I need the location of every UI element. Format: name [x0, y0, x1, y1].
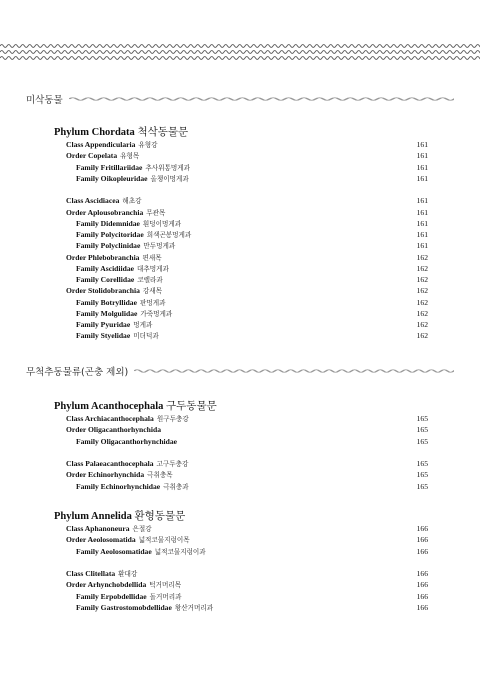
page-number: 161 [416, 230, 428, 239]
taxon-korean-name: 추사위통멍게과 [145, 163, 191, 172]
taxon-korean-name: 환대강 [118, 570, 138, 578]
taxon-korean-name: 무관목 [146, 208, 166, 217]
page-number: 162 [416, 297, 428, 307]
taxon-entry-family [66, 162, 428, 173]
taxon-latin-name: Family Ascidiidae 대추멍게과 [76, 263, 169, 273]
taxon-latin-name: Class Appendicularia 유형강 [66, 140, 158, 149]
taxon-korean-name: 가죽멍게과 [140, 309, 173, 318]
taxon-entry-order [66, 207, 428, 218]
taxon-entry-order [66, 150, 428, 161]
taxon-latin-name: Family Corellidae 코렐라과 [76, 275, 163, 284]
phylum-latin-name: Phylum Chordata [54, 127, 135, 138]
taxon-korean-name: 코렐라과 [137, 276, 163, 284]
taxon-latin-name: Family Molgulidae 가죽멍게과 [76, 308, 173, 318]
page-number: 162 [416, 320, 428, 329]
taxon-korean-name: 유형강 [138, 141, 158, 149]
taxon-latin-name: Family Gastrostomobdellidae 왕산거머리과 [76, 602, 214, 612]
taxon-entry-class [66, 139, 428, 150]
page-number: 161 [416, 140, 428, 149]
page-number: 166 [416, 569, 428, 578]
page-number: 166 [416, 546, 428, 556]
page-number: 165 [416, 414, 428, 423]
taxon-entry-family [66, 319, 428, 330]
page-number: 166 [416, 524, 428, 533]
taxon-korean-name: 흰덩이멍게과 [142, 219, 182, 228]
taxon-korean-name: 원구두충강 [156, 415, 189, 423]
page-number: 162 [416, 331, 428, 341]
taxon-entry-class [66, 458, 428, 469]
page-number: 162 [416, 252, 428, 262]
taxon-korean-name: 희색곤봉멍게과 [146, 231, 192, 239]
taxon-korean-name: 고구두충강 [156, 460, 189, 468]
phylum-latin-name: Phylum Acanthocephala [54, 401, 164, 412]
page-number: 162 [416, 308, 428, 318]
taxon-entry-family [66, 297, 428, 308]
section-title: 미삭동물 [26, 95, 63, 106]
taxon-latin-name: Class Ascidiacea 해초강 [66, 196, 142, 206]
taxon-latin-name: Class Aphanoneura 은절강 [66, 524, 152, 533]
section-wave-divider [69, 95, 454, 103]
taxon-latin-name: Order Echinorhynchida 극취충목 [66, 470, 173, 480]
taxon-korean-name: 유형목 [120, 152, 140, 161]
section-heading [26, 92, 454, 106]
page-number: 161 [416, 218, 428, 228]
page-number: 162 [416, 263, 428, 273]
taxon-entry-family [66, 173, 428, 184]
group-spacer [66, 184, 428, 195]
header-wave-ornament [0, 40, 480, 64]
page-number: 162 [416, 275, 428, 284]
page-number: 162 [416, 286, 428, 296]
page-number: 165 [416, 436, 428, 446]
taxon-latin-name: Family Oligacanthorhynchidae [76, 436, 178, 446]
taxon-entry-class [66, 568, 428, 579]
taxon-latin-name: Order Stolidobranchia 강새목 [66, 286, 163, 296]
taxon-entry-order [66, 469, 428, 480]
taxon-korean-name: 멍게과 [133, 321, 153, 329]
taxon-entry-order [66, 424, 428, 435]
taxon-entry-family [66, 240, 428, 251]
group-spacer [66, 447, 428, 458]
taxon-korean-name: 돌거머리과 [149, 592, 182, 601]
taxon-latin-name: Family Polycitoridae 희색곤봉멍게과 [76, 230, 192, 239]
phylum-korean-name: 척삭동물문 [137, 127, 189, 138]
taxon-korean-name: 극취충과 [163, 482, 189, 491]
taxon-korean-name: 넓적코물지렁이목 [138, 536, 190, 545]
taxon-korean-name: 대추멍게과 [137, 264, 169, 273]
section-title: 무척추동물류(곤충 제외) [26, 367, 129, 378]
taxon-list [66, 139, 428, 342]
taxon-latin-name: Family Didemnidae 흰덩이멍게과 [76, 218, 182, 228]
page-number: 165 [416, 459, 428, 468]
taxon-latin-name: Family Oikopleuridae 올챙이멍게과 [76, 173, 189, 183]
taxon-entry-order [66, 534, 428, 545]
taxon-latin-name: Family Aeolosomatidae 넓적코물지렁이과 [76, 546, 206, 556]
page-number: 161 [416, 173, 428, 183]
taxon-latin-name: Class Palaeacanthocephala 고구두충강 [66, 459, 189, 468]
page-number: 161 [416, 162, 428, 172]
taxon-korean-name: 은절강 [132, 525, 152, 533]
taxon-latin-name: Family Pyuridae 멍게과 [76, 320, 153, 329]
taxon-korean-name: 왕산거머리과 [174, 603, 214, 612]
page-number: 166 [416, 602, 428, 612]
taxon-entry-family [66, 274, 428, 285]
taxon-latin-name: Family Echinorhynchidae 극취충과 [76, 481, 189, 491]
taxon-entry-family [66, 330, 428, 341]
phylum-heading [54, 508, 185, 523]
taxon-latin-name: Order Aeolosomatida 넓적코물지렁이목 [66, 535, 190, 545]
phylum-korean-name: 구두동물문 [166, 401, 217, 412]
page-number: 161 [416, 151, 428, 161]
page-number: 161 [416, 207, 428, 217]
taxon-korean-name: 극취충목 [147, 471, 173, 480]
taxon-latin-name: Family Fritillariidae 추사위통멍게과 [76, 162, 191, 172]
taxon-list [66, 413, 428, 492]
taxon-korean-name: 만두멍게과 [143, 242, 176, 251]
taxon-latin-name: Family Styelidae 미더덕과 [76, 331, 159, 341]
group-spacer [66, 557, 428, 568]
taxon-list [66, 523, 428, 613]
phylum-heading [54, 124, 188, 139]
section-wave-divider [134, 367, 454, 375]
taxon-latin-name: Family Botryllidae 판멍게과 [76, 297, 166, 307]
page-number: 165 [416, 470, 428, 480]
page-number: 165 [416, 481, 428, 491]
page-number: 161 [416, 196, 428, 206]
taxon-entry-family [66, 308, 428, 319]
taxon-entry-family [66, 546, 428, 557]
page-number: 161 [416, 241, 428, 251]
taxon-entry-class [66, 523, 428, 534]
taxon-entry-order [66, 285, 428, 296]
phylum-latin-name: Phylum Annelida [54, 511, 132, 522]
page-number: 166 [416, 591, 428, 601]
taxon-entry-family [66, 591, 428, 602]
taxon-korean-name: 강새목 [142, 287, 163, 296]
taxon-entry-class [66, 413, 428, 424]
section-heading [26, 364, 454, 378]
taxon-latin-name: Order Phlebobranchia 편새목 [66, 252, 162, 262]
taxon-latin-name: Class Archiacanthocephala 원구두충강 [66, 414, 189, 423]
phylum-heading [54, 398, 217, 413]
taxon-entry-class [66, 195, 428, 206]
taxon-latin-name: Order Copelata 유형목 [66, 151, 140, 161]
taxon-entry-family [66, 481, 428, 492]
taxon-entry-family [66, 602, 428, 613]
taxon-latin-name: Order Oligacanthorhynchida [66, 425, 161, 435]
taxon-entry-family [66, 218, 428, 229]
taxon-entry-order [66, 252, 428, 263]
taxon-korean-name: 판멍게과 [139, 298, 166, 307]
taxon-korean-name: 미더덕과 [133, 332, 159, 341]
phylum-korean-name: 환형동물문 [134, 511, 186, 522]
taxon-korean-name: 올챙이멍게과 [150, 174, 189, 183]
taxon-latin-name: Class Clitellata 환대강 [66, 569, 138, 578]
taxon-entry-family [66, 436, 428, 447]
taxon-latin-name: Order Arhynchobdellida 턱거머리목 [66, 580, 182, 590]
page-number: 166 [416, 535, 428, 545]
taxon-korean-name: 넓적코물지렁이과 [154, 547, 206, 556]
taxon-latin-name: Family Polyclinidae 만두멍게과 [76, 241, 176, 251]
page-number: 166 [416, 580, 428, 590]
taxon-korean-name: 해초강 [122, 197, 142, 206]
taxon-latin-name: Order Aplousobranchia 무관목 [66, 207, 166, 217]
taxon-korean-name: 턱거머리목 [149, 581, 182, 590]
taxon-entry-order [66, 579, 428, 590]
taxon-entry-family [66, 229, 428, 240]
taxon-entry-family [66, 263, 428, 274]
taxon-latin-name: Family Erpobdellidae 돌거머리과 [76, 591, 182, 601]
page-number: 165 [416, 425, 428, 435]
taxon-korean-name: 편새목 [142, 253, 162, 262]
